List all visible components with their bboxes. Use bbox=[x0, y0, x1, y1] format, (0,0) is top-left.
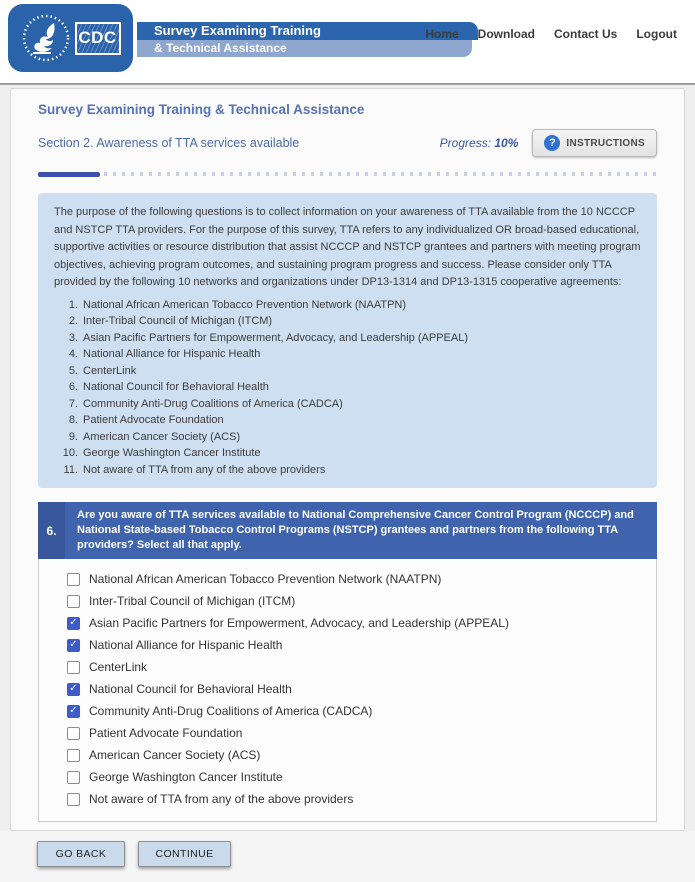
provider-label: National Council for Behavioral Health bbox=[83, 381, 269, 393]
checkbox-option[interactable] bbox=[67, 612, 646, 634]
question-text: Are you aware of TTA services available to National Comprehensive Cancer Control Program (NCCCP) and National State-based Tobacco Control Programs (NSTCP) grantees and partners from the following TTA providers? Select all that apply. bbox=[65, 502, 657, 559]
provider-number: 2. bbox=[68, 315, 78, 327]
provider-number: 1. bbox=[68, 298, 78, 311]
provider-number: 4. bbox=[68, 348, 78, 360]
provider-number: 5. bbox=[68, 364, 78, 377]
checkbox-option[interactable] bbox=[67, 722, 646, 744]
progress-value: 10% bbox=[494, 136, 519, 150]
checkbox-option[interactable] bbox=[67, 590, 646, 612]
question-6 bbox=[38, 502, 657, 822]
provider-label: National Alliance for Hispanic Health bbox=[83, 348, 261, 360]
checkbox-checked-icon[interactable] bbox=[67, 617, 80, 630]
provider-label: Community Anti-Drug Coalitions of America (CADCA) bbox=[83, 397, 343, 410]
question-number: 6. bbox=[38, 502, 65, 559]
provider-number: 10. bbox=[62, 447, 78, 459]
checkbox-option-label: Community Anti-Drug Coalitions of America (CADCA) bbox=[89, 704, 373, 718]
progress-bar-remaining bbox=[104, 172, 657, 176]
checkbox-checked-icon[interactable] bbox=[67, 639, 80, 652]
checkbox-option-label: CenterLink bbox=[89, 660, 148, 674]
top-nav bbox=[425, 27, 677, 41]
checkbox-option[interactable] bbox=[67, 788, 646, 810]
provider-item bbox=[54, 330, 641, 347]
page-area bbox=[0, 85, 695, 831]
page-title: Survey Examining Training & Technical Assistance bbox=[38, 102, 365, 117]
instructions-button[interactable] bbox=[532, 129, 657, 157]
provider-item bbox=[54, 445, 641, 462]
nav-link-contact-us[interactable]: Contact Us bbox=[554, 27, 618, 41]
provider-item bbox=[54, 313, 641, 330]
provider-label: CenterLink bbox=[83, 364, 137, 377]
providers-list bbox=[54, 297, 641, 479]
provider-label: Patient Advocate Foundation bbox=[83, 414, 224, 426]
progress-text bbox=[440, 136, 519, 150]
hhs-eagle-icon bbox=[21, 13, 71, 63]
progress-bar-fill bbox=[38, 172, 100, 177]
provider-label: Not aware of TTA from any of the above providers bbox=[83, 463, 326, 476]
instructions-button-label: INSTRUCTIONS bbox=[566, 137, 645, 149]
checkbox-option[interactable] bbox=[67, 766, 646, 788]
provider-number: 11. bbox=[63, 463, 78, 476]
checkbox-option-label: Asian Pacific Partners for Empowerment, Advocacy, and Leadership (APPEAL) bbox=[89, 616, 509, 630]
provider-item bbox=[54, 363, 641, 380]
checkbox-unchecked-icon[interactable] bbox=[67, 661, 80, 674]
checkbox-option[interactable] bbox=[67, 744, 646, 766]
checkbox-unchecked-icon[interactable] bbox=[67, 595, 80, 608]
progress-bar bbox=[38, 171, 657, 177]
footer-buttons bbox=[37, 841, 685, 867]
progress-label: Progress: bbox=[439, 136, 495, 150]
app-title-line2: & Technical Assistance bbox=[137, 40, 472, 57]
cdc-logo-text: CDC bbox=[78, 28, 117, 47]
checkbox-option-label: National Alliance for Hispanic Health bbox=[89, 638, 283, 652]
checkbox-option[interactable] bbox=[67, 700, 646, 722]
survey-card bbox=[10, 88, 685, 831]
provider-item bbox=[54, 462, 641, 479]
cdc-logo[interactable] bbox=[8, 4, 133, 72]
checkbox-option-label: Patient Advocate Foundation bbox=[89, 726, 243, 740]
intro-paragraph: The purpose of the following questions is to collect information on your awareness of TTA available from the 10 NCCCP and NSTCP TTA providers. For the purpose of this survey, TTA refers to any individualized OR broad-based educational, supportive activities or resource distribution that assist NCCCP and NSTCP grantees and partners with meeting program objectives, achieving program outcomes, and sustaining program progress and success. Please consider only TTA provided by the following 10 networks and organizations under DP13-1314 and DP13-1315 cooperative agreements: bbox=[54, 206, 641, 288]
nav-link-download[interactable]: Download bbox=[477, 27, 535, 41]
checkbox-option[interactable] bbox=[67, 634, 646, 656]
footer bbox=[0, 831, 695, 882]
help-question-icon: ? bbox=[544, 135, 560, 151]
go-back-button[interactable]: GO BACK bbox=[37, 841, 125, 867]
app-title-line1: Survey Examining Training bbox=[137, 22, 478, 40]
checkbox-option[interactable] bbox=[67, 678, 646, 700]
section-title: Section 2. Awareness of TTA services available bbox=[38, 136, 300, 150]
continue-button[interactable]: CONTINUE bbox=[138, 841, 231, 867]
provider-item bbox=[54, 412, 641, 429]
provider-label: Asian Pacific Partners for Empowerment, Advocacy, and Leadership (APPEAL) bbox=[83, 331, 468, 344]
intro-box bbox=[38, 193, 657, 488]
checkbox-option-label: George Washington Cancer Institute bbox=[89, 770, 283, 784]
checkbox-unchecked-icon[interactable] bbox=[67, 749, 80, 762]
provider-label: Inter-Tribal Council of Michigan (ITCM) bbox=[83, 315, 273, 327]
question-banner bbox=[38, 502, 657, 559]
provider-item bbox=[54, 429, 641, 446]
checkbox-option-label: National African American Tobacco Prevention Network (NAATPN) bbox=[89, 572, 442, 586]
checkbox-checked-icon[interactable] bbox=[67, 683, 80, 696]
provider-number: 3. bbox=[68, 331, 78, 344]
checkbox-unchecked-icon[interactable] bbox=[67, 573, 80, 586]
provider-item bbox=[54, 346, 641, 363]
provider-number: 8. bbox=[68, 414, 78, 426]
provider-number: 9. bbox=[68, 430, 78, 443]
header bbox=[0, 0, 695, 85]
provider-number: 7. bbox=[68, 397, 78, 410]
checkbox-unchecked-icon[interactable] bbox=[67, 771, 80, 784]
provider-number: 6. bbox=[68, 381, 78, 393]
provider-label: American Cancer Society (ACS) bbox=[83, 430, 241, 443]
checkbox-option-label: National Council for Behavioral Health bbox=[89, 682, 292, 696]
question-options bbox=[38, 559, 657, 822]
checkbox-option-label: Inter-Tribal Council of Michigan (ITCM) bbox=[89, 594, 296, 608]
checkbox-unchecked-icon[interactable] bbox=[67, 727, 80, 740]
nav-link-home[interactable]: Home bbox=[425, 27, 459, 41]
cdc-box bbox=[75, 22, 121, 55]
provider-item bbox=[54, 396, 641, 413]
nav-link-logout[interactable]: Logout bbox=[636, 27, 677, 41]
checkbox-checked-icon[interactable] bbox=[67, 705, 80, 718]
provider-label: George Washington Cancer Institute bbox=[83, 447, 261, 459]
provider-item bbox=[54, 297, 641, 314]
section-row bbox=[38, 129, 657, 157]
checkbox-option-label: Not aware of TTA from any of the above providers bbox=[89, 792, 354, 806]
checkbox-option[interactable] bbox=[67, 568, 646, 590]
provider-item bbox=[54, 379, 641, 396]
provider-label: National African American Tobacco Prevention Network (NAATPN) bbox=[83, 298, 407, 311]
checkbox-option-label: American Cancer Society (ACS) bbox=[89, 748, 261, 762]
checkbox-option[interactable] bbox=[67, 656, 646, 678]
checkbox-unchecked-icon[interactable] bbox=[67, 793, 80, 806]
